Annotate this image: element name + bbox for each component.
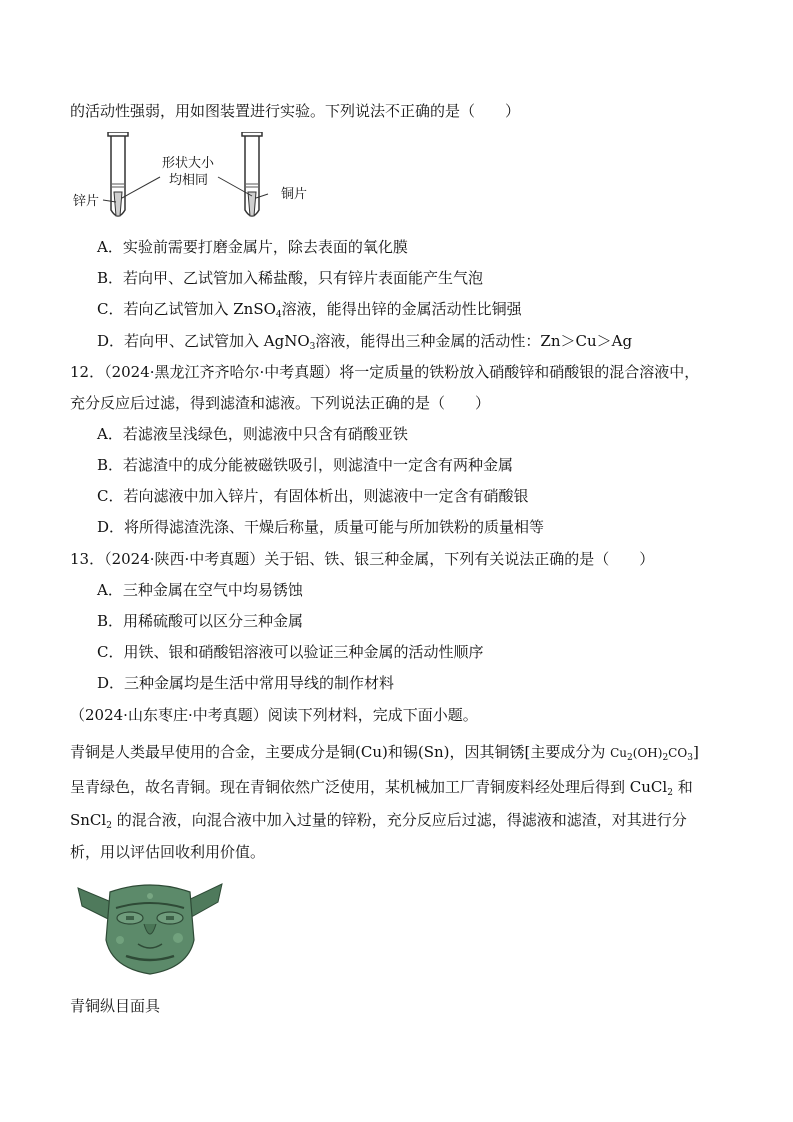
left-test-tube	[108, 132, 128, 216]
q13-option-c: C．用铁、银和硝酸铝溶液可以验证三种金属的活动性顺序	[97, 643, 484, 661]
zinc-strip-label: 锌片	[73, 194, 100, 209]
same-shape-label-1: 形状大小	[162, 156, 215, 171]
q12-option-a: A．若滤液呈浅绿色，则滤液中只含有硝酸亚铁	[97, 425, 408, 443]
q12-option-d: D．将所得滤渣洗涤、干燥后称量，质量可能与所加铁粉的质量相等	[97, 518, 545, 536]
q12-option-c: C．若向滤液中加入锌片，有固体析出，则滤液中一定含有硝酸银	[97, 487, 529, 505]
q12-option-b: B．若滤渣中的成分能被磁铁吸引，则滤渣中一定含有两种金属	[97, 456, 514, 474]
passage-line-3: SnCl$_2$ 的混合液，向混合液中加入过量的锌粉，充分反应后过滤，得滤液和滤渣，对其进行分	[70, 811, 687, 831]
q13-option-b: B．用稀硫酸可以区分三种金属	[97, 612, 304, 630]
passage-line-2: 呈青绿色，故名青铜。现在青铜依然广泛使用，某机械加工厂青铜废料经处理后得到 CuCl$_2$ 和	[70, 778, 693, 798]
q13-stem: 13．（2024·陕西·中考真题）关于铝、铁、银三种金属，下列有关说法正确的是（ ）	[70, 550, 655, 568]
q11-option-a: A．实验前需要打磨金属片，除去表面的氧化膜	[97, 238, 408, 256]
passage-line-4: 析，用以评估回收利用价值。	[70, 843, 266, 861]
q12-stem-1: 12．（2024·黑龙江齐齐哈尔·中考真题）将一定质量的铁粉放入硝酸锌和硝酸银的混合溶液中，	[70, 363, 700, 381]
copper-strip-label: 铜片	[281, 187, 308, 202]
passage-line-1: 青铜是人类最早使用的合金，主要成分是铜(Cu)和锡(Sn)，因其铜锈[主要成分为 $Cu_2(OH)_2CO_3$]	[70, 743, 699, 763]
bronze-mask-image	[76, 878, 224, 978]
q13-option-d: D．三种金属均是生活中常用导线的制作材料	[97, 674, 395, 692]
q11-option-c: C．若向乙试管加入 ZnSO$_4$溶液，能得出锌的金属活动性比铜强	[97, 300, 522, 320]
same-shape-label-2: 均相同	[169, 173, 209, 188]
mask-caption: 青铜纵目面具	[70, 997, 161, 1015]
q11-option-b: B．若向甲、乙试管加入稀盐酸，只有锌片表面能产生气泡	[97, 269, 484, 287]
q13-option-a: A．三种金属在空气中均易锈蚀	[97, 581, 303, 599]
passage-header: （2024·山东枣庄·中考真题）阅读下列材料，完成下面小题。	[70, 706, 478, 724]
q11-option-d: D．若向甲、乙试管加入 AgNO$_3$溶液，能得出三种金属的活动性：Zn＞Cu＞Ag	[97, 332, 633, 352]
q12-stem-2: 充分反应后过滤，得到滤渣和滤液。下列说法正确的是（ ）	[70, 394, 491, 412]
intro-line: 的活动性强弱，用如图装置进行实验。下列说法不正确的是（ ）	[70, 102, 521, 120]
right-test-tube	[242, 132, 262, 216]
